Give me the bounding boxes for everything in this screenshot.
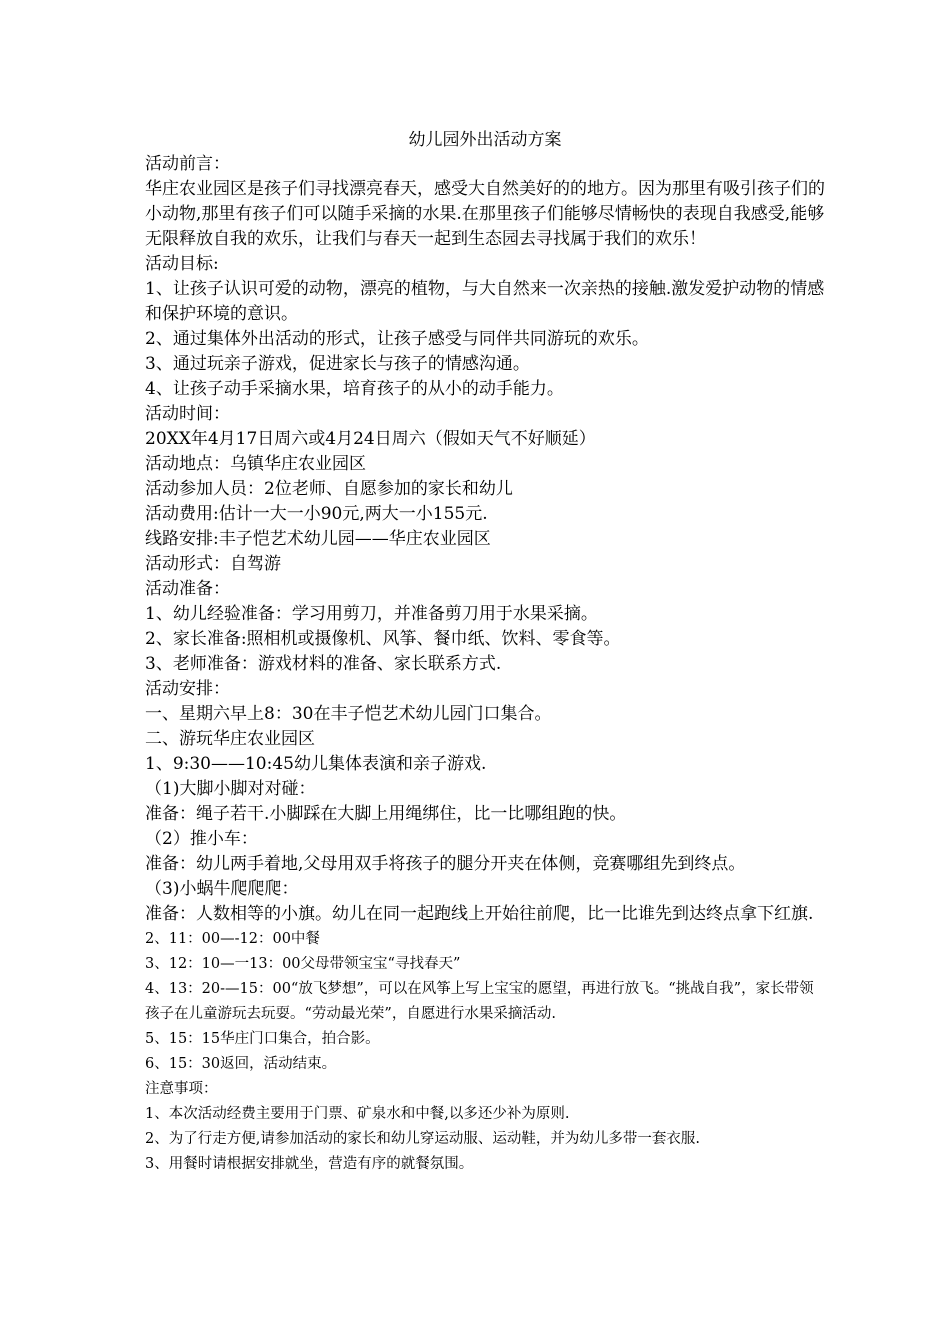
section-heading-preparation: 活动准备： <box>145 579 230 599</box>
document-title: 幼儿园外出活动方案 <box>408 130 562 150</box>
note-item: 1、本次活动经费主要用于门票、矿泉水和中餐,以多还少补为原则. <box>145 1106 570 1122</box>
goal-item: 1、让孩子认识可爱的动物，漂亮的植物，与大自然来一次亲热的接触.激发爱护动物的情感和保护环境的意识。 <box>145 279 825 324</box>
schedule-item: 二、游玩华庄农业园区 <box>145 729 315 749</box>
section-heading-time: 活动时间： <box>145 404 230 424</box>
schedule-item: 5、15：15华庄门口集合，拍合影。 <box>145 1031 380 1047</box>
game-preparation: 准备：人数相等的小旗。幼儿在同一起跑线上开始往前爬，比一比谁先到达终点拿下红旗. <box>145 904 814 924</box>
cost-text: 活动费用:估计一大一小90元,两大一小155元. <box>145 504 488 524</box>
schedule-item: 一、星期六早上8：30在丰子恺艺术幼儿园门口集合。 <box>145 704 552 724</box>
preparation-item: 1、幼儿经验准备：学习用剪刀，并准备剪刀用于水果采摘。 <box>145 604 598 624</box>
game-title: （2）推小车： <box>145 829 258 849</box>
preparation-item: 2、家长准备:照相机或摄像机、风筝、餐巾纸、饮料、零食等。 <box>145 629 621 649</box>
schedule-item: 2、11：00—-12：00中餐 <box>145 931 320 947</box>
time-text: 20XX年4月17日周六或4月24日周六（假如天气不好顺延） <box>145 429 596 449</box>
schedule-item: 3、12：10—一13：00父母带领宝宝“寻找春天” <box>145 956 461 972</box>
goal-item: 4、让孩子动手采摘水果，培育孩子的从小的动手能力。 <box>145 379 564 399</box>
goal-item: 2、通过集体外出活动的形式，让孩子感受与同伴共同游玩的欢乐。 <box>145 329 649 349</box>
schedule-item: 4、13：20-—15：00“放飞梦想”，可以在风筝上写上宝宝的愿望，再进行放飞。“挑战自我”，家长带领孩子在儿童游玩去玩耍。“劳动最光荣”，自愿进行水果采摘活动. <box>145 981 814 1022</box>
section-heading-preface: 活动前言： <box>145 154 230 174</box>
preface-paragraph: 华庄农业园区是孩子们寻找漂亮春天，感受大自然美好的的地方。因为那里有吸引孩子们的小动物,那里有孩子们可以随手采摘的水果.在那里孩子们能够尽情畅快的表现自我感受,能够无限释放自我的欢乐，让我们与春天一起到生态园去寻找属于我们的欢乐！ <box>145 179 825 249</box>
preparation-item: 3、老师准备：游戏材料的准备、家长联系方式. <box>145 654 502 674</box>
participants-text: 活动参加人员：2位老师、自愿参加的家长和幼儿 <box>145 479 513 499</box>
section-heading-notes: 注意事项： <box>145 1081 218 1097</box>
section-heading-schedule: 活动安排： <box>145 679 230 699</box>
game-preparation: 准备：幼儿两手着地,父母用双手将孩子的腿分开夹在体侧，竞赛哪组先到终点。 <box>145 854 746 874</box>
note-item: 3、用餐时请根据安排就坐，营造有序的就餐氛围。 <box>145 1156 474 1172</box>
location-text: 活动地点：乌镇华庄农业园区 <box>145 454 366 474</box>
game-title: （1)大脚小脚对对碰： <box>145 779 316 799</box>
document-page <box>145 128 825 1177</box>
goal-item: 3、通过玩亲子游戏，促进家长与孩子的情感沟通。 <box>145 354 530 374</box>
note-item: 2、为了行走方便,请参加活动的家长和幼儿穿运动服、运动鞋，并为幼儿多带一套衣服. <box>145 1131 700 1147</box>
section-heading-goals: 活动目标: <box>145 254 219 274</box>
game-preparation: 准备：绳子若干.小脚踩在大脚上用绳绑住，比一比哪组跑的快。 <box>145 804 627 824</box>
game-title: （3)小蜗牛爬爬爬： <box>145 879 299 899</box>
route-text: 线路安排:丰子恺艺术幼儿园——华庄农业园区 <box>145 529 491 549</box>
schedule-item: 1、9:30——10:45幼儿集体表演和亲子游戏. <box>145 754 487 774</box>
schedule-item: 6、15：30返回，活动结束。 <box>145 1056 337 1072</box>
format-text: 活动形式：自驾游 <box>145 554 281 574</box>
